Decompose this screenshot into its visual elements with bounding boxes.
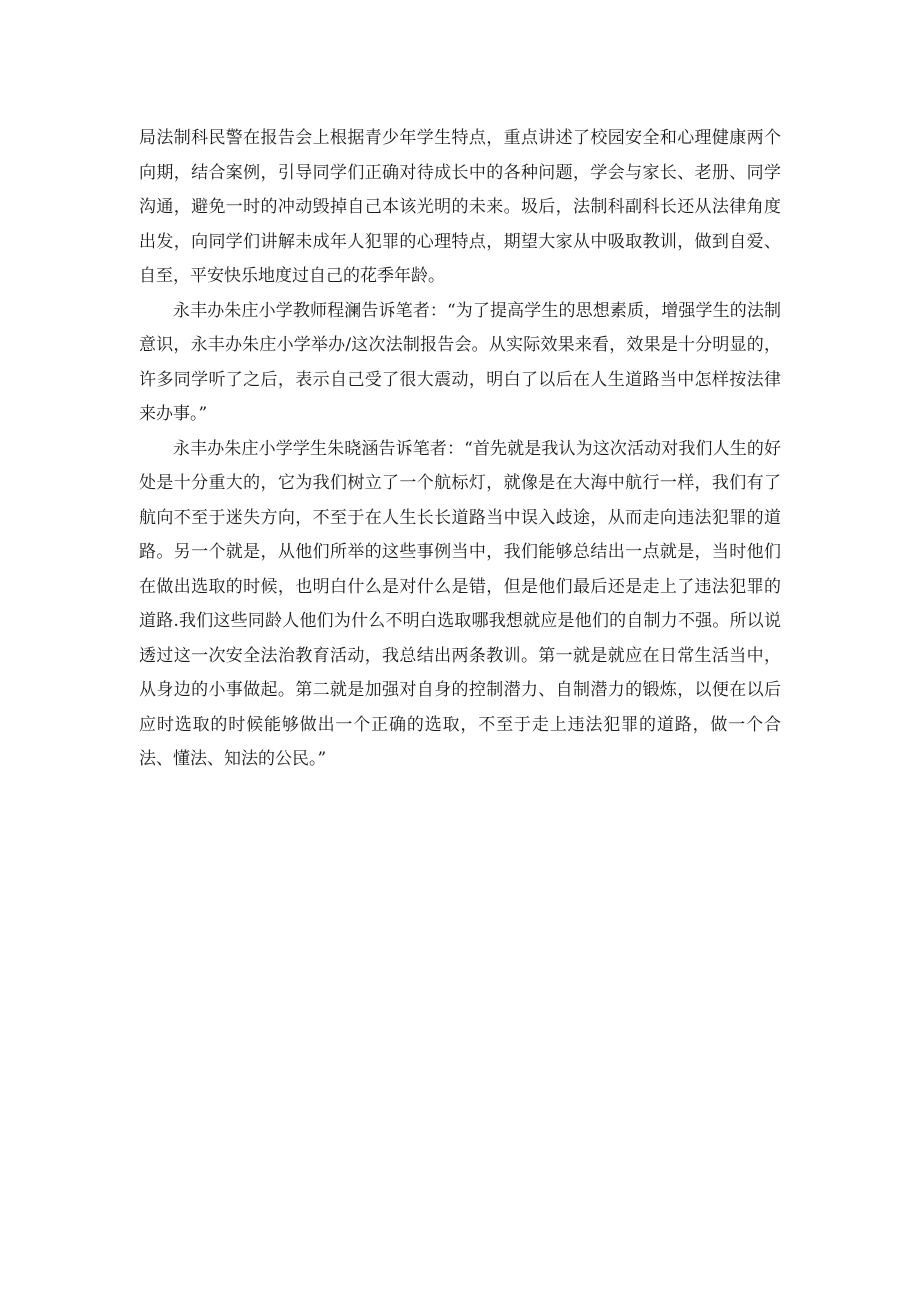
document-body — [139, 121, 781, 777]
paragraph-continuation: 局法制科民警在报告会上根据青少年学生特点，重点讲述了校园安全和心理健康两个向期，结合案例，引导同学们正确对待成长中的各种问题，学会与家长、老册、同学沟通，避免一时的冲动毁掉自己本该光明的未来。圾后，法制科副科长还从法律角度出发，向同学们讲解未成年人犯罪的心理特点，期望大家从中吸取教训，做到自爱、自至，平安快乐地度过自己的花季年龄。 — [139, 128, 781, 286]
paragraph-teacher-quote: 永丰办朱庄小学教师程澜告诉笔者：“为了提高学生的思想素质，增强学生的法制意识，永丰办朱庄小学举办/这次法制报告会。从实际效果来看，效果是十分明显的，许多同学听了之后，表示自己受了很大震动，明白了以后在人生道路当中怎样按法律来办事。” — [139, 300, 781, 424]
paragraph-student-quote: 永丰办朱庄小学学生朱晓涵告诉笔者：“首先就是我认为这次活动对我们人生的好处是十分重大的，它为我们树立了一个航标灯，就像是在大海中航行一样，我们有了航向不至于迷失方向，不至于在人生长长道路当中误入歧途，从而走向违法犯罪的道路。另一个就是，从他们所举的这些事例当中，我们能够总结出一点就是，当时他们在做出选取的时候，也明白什么是对什么是错，但是他们最后还是走上了违法犯罪的道路.我们这些同龄人他们为什么不明白选取哪我想就应是他们的自制力不强。所以说透过这一次安全法治教育活动，我总结出两条教训。第一就是就应在日常生活当中，从身边的小事做起。第二就是加强对自身的控制潜力、自制潜力的锻炼，以便在以后应时选取的时候能够做出一个正确的选取，不至于走上违法犯罪的道路，做一个合法、懂法、知法的公民。” — [139, 438, 781, 769]
